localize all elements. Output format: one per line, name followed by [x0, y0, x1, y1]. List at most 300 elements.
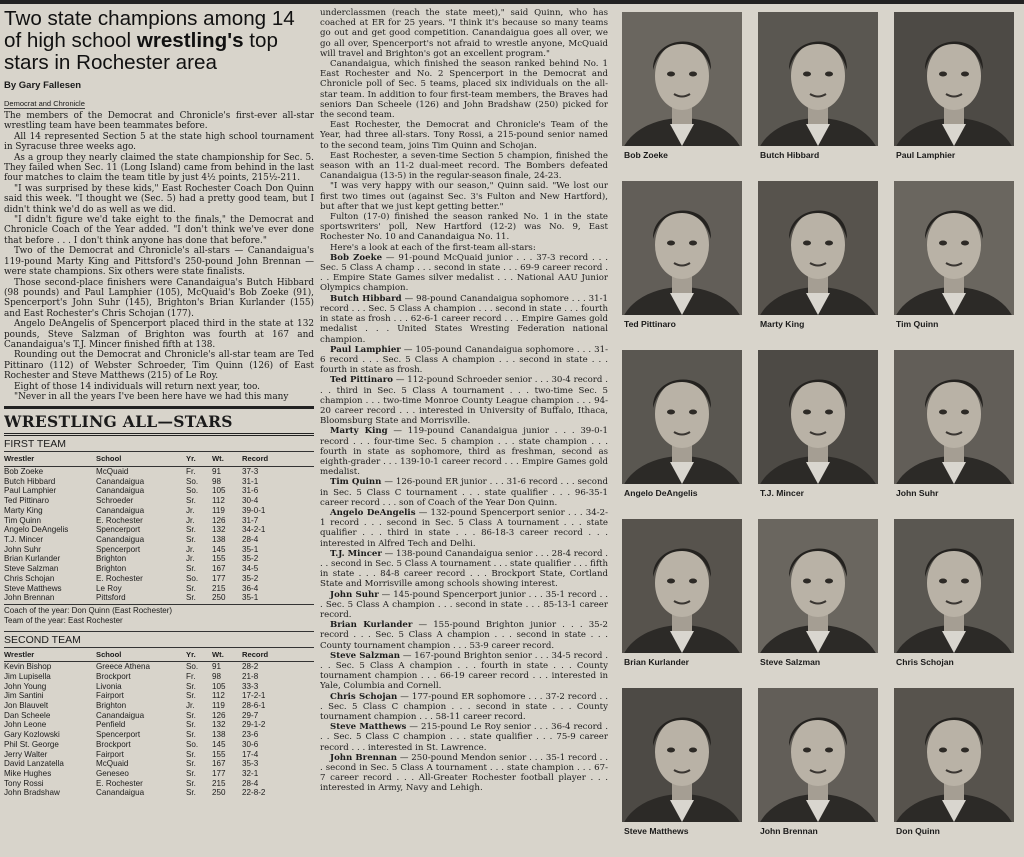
- table-cell: 29-1-2: [242, 720, 266, 730]
- profile-text: — 215-pound Le Roy senior . . . 36-4 record . . . Sec. 5 Class C champion . . . state qualifier . . . 75-9 career record . . . interested in St. Lawrence.: [320, 722, 608, 753]
- table-cell: Fairport: [96, 691, 124, 701]
- profile-name: Paul Lamphier: [330, 344, 401, 355]
- wrestler-profile: [320, 620, 608, 651]
- table-cell: Sr.: [186, 535, 196, 544]
- table-cell: Sr.: [186, 691, 196, 701]
- table-cell: Geneseo: [96, 768, 129, 778]
- portrait-caption: T.J. Mincer: [760, 488, 804, 498]
- table-cell: Sr.: [186, 583, 196, 593]
- portrait-caption: Bob Zoeke: [624, 150, 668, 160]
- profile-name: Angelo DeAngelis: [330, 507, 416, 518]
- portrait-photo: [894, 519, 1014, 653]
- portrait-caption: Steve Salzman: [760, 657, 821, 667]
- portrait-caption: Steve Matthews: [624, 826, 689, 836]
- table-row: [4, 525, 314, 535]
- table-cell: 126: [212, 710, 226, 720]
- profile-name: Marty King: [330, 426, 388, 437]
- column-header: Record: [242, 452, 314, 466]
- column-header: Wt.: [212, 452, 242, 466]
- table-cell: Sr.: [186, 496, 196, 506]
- portrait-caption: Tim Quinn: [896, 319, 939, 329]
- table-cell: John Brennan: [4, 593, 55, 603]
- column-header: Yr.: [186, 648, 212, 662]
- portrait-cell: [752, 344, 884, 512]
- table-cell: Chris Schojan: [4, 573, 55, 583]
- table-cell: Brian Kurlander: [4, 554, 61, 564]
- table-row: [4, 759, 314, 769]
- table-cell: Tony Rossi: [4, 778, 44, 788]
- table-cell: Spencerport: [96, 525, 141, 535]
- table-cell: 250: [212, 593, 226, 603]
- table-cell: 132: [212, 525, 226, 535]
- table-cell: Steve Salzman: [4, 564, 59, 574]
- table-cell: John Leone: [4, 720, 47, 730]
- table-cell: Sr.: [186, 564, 196, 574]
- first-team-table: [4, 452, 314, 603]
- portrait-caption: Butch Hibbard: [760, 150, 820, 160]
- table-row: [4, 711, 314, 721]
- paragraph: "I was surprised by these kids," East Rochester Coach Don Quinn said this week. "I thought we (Sec. 5) had a pretty good team, but I didn't think we'd do as well as we did.: [4, 183, 314, 215]
- table-cell: Livonia: [96, 681, 122, 691]
- table-cell: So.: [186, 573, 199, 583]
- table-cell: Jerry Walter: [4, 749, 48, 759]
- table-cell: 91: [212, 467, 222, 477]
- table-cell: Mike Hughes: [4, 768, 52, 778]
- wrestler-profile: [320, 549, 608, 590]
- column-header: Record: [242, 648, 314, 662]
- paragraph: All 14 represented Section 5 at the state high school tournament in Syracuse three weeks ago.: [4, 131, 314, 153]
- table-cell: Ted Pittinaro: [4, 496, 49, 506]
- table-cell: Jr.: [186, 515, 195, 525]
- table-cell: Jr.: [186, 505, 195, 515]
- table-cell: 155: [212, 749, 226, 759]
- profile-name: John Brennan: [330, 752, 397, 763]
- table-row: [4, 672, 314, 682]
- column-header: School: [96, 648, 186, 662]
- table-row: [4, 740, 314, 750]
- table-row: [4, 730, 314, 740]
- wrestler-profile: [320, 651, 608, 692]
- table-cell: Le Roy: [96, 583, 122, 593]
- profile-text: — 138-pound Canandaigua senior . . . 28-4 record . . . second in Sec. 5 Class A tournament . . . state qualifier . . . fifth in state . . . 84-8 career record . . . Brockport State, Cortland State and Morrisville among schools showing interest.: [320, 548, 608, 590]
- headline-text: Two state champions among 14 of high school: [4, 8, 295, 52]
- table-cell: 250: [212, 788, 226, 798]
- paragraph: The members of the Democrat and Chronicle's first-ever all-star wrestling team have been teammates before.: [4, 111, 314, 132]
- portrait-caption: John Brennan: [760, 826, 818, 836]
- table-cell: 138: [212, 535, 226, 544]
- table-cell: Canandaigua: [96, 476, 145, 486]
- table-cell: 36-4: [242, 583, 259, 593]
- table-cell: 112: [212, 496, 225, 506]
- table-row: [4, 593, 314, 603]
- table-row: [4, 535, 314, 545]
- portrait-photo: [622, 519, 742, 653]
- table-cell: Brighton: [96, 701, 127, 711]
- table-cell: 28-4: [242, 535, 259, 544]
- article-column-1: [4, 8, 314, 853]
- table-cell: 98: [212, 671, 222, 681]
- table-cell: 138: [212, 730, 226, 740]
- table-cell: 22-8-2: [242, 788, 266, 798]
- wrestler-profile: [320, 753, 608, 794]
- article-column-2: [320, 8, 608, 853]
- table-cell: John Suhr: [4, 544, 41, 554]
- paragraph: Those second-place finishers were Canandaigua's Butch Hibbard (98 pounds) and Paul Lamphier (105), McQuaid's Bob Zoeke (91), Spencerport's John Suhr (145), Brighton's Brian Kurlander (155) and East Rochester's Chris Schojan (177).: [4, 277, 314, 319]
- table-cell: Penfield: [96, 720, 126, 730]
- table-cell: 155: [212, 554, 226, 564]
- paragraph: Fulton (17-0) finished the season ranked No. 1 in the state sportswriters' poll, New Hartford (12-2) was No. 9, East Rochester No. 10 and Canandaigua No. 11.: [320, 212, 608, 243]
- table-cell: Canandaigua: [96, 710, 145, 720]
- byline: By Gary Fallesen: [4, 80, 82, 91]
- table-cell: 17-2-1: [242, 691, 266, 701]
- profile-text: — 145-pound Spencerport junior . . . 35-1 record . . . Sec. 5 Class A champion . . . second in state . . . 85-13-1 career record.: [320, 589, 608, 620]
- column-header: School: [96, 452, 186, 466]
- table-cell: 34-5: [242, 564, 259, 574]
- table-cell: 145: [212, 739, 226, 749]
- top-rule: [0, 0, 1024, 4]
- table-cell: Jr.: [186, 544, 195, 554]
- profile-text: — 177-pound ER sophomore . . . 37-2 record . . . Sec. 5 Class C champion . . . second in state . . . County tournament champion . . . 58-11 career record.: [320, 691, 608, 723]
- profile-name: Brian Kurlander: [330, 620, 413, 631]
- paragraph: Eight of those 14 individuals will return next year, too.: [14, 381, 260, 392]
- table-cell: 21-8: [242, 671, 259, 681]
- photo-grid: [616, 6, 1022, 854]
- profile-text: — 155-pound Brighton junior . . . 35-2 record . . . Sec. 5 Class A champion . . . second in state . . . County tournament champion . . . 53-9 career record.: [320, 620, 608, 651]
- table-cell: Brockport: [96, 739, 131, 749]
- table-cell: 29-7: [242, 710, 259, 720]
- table-cell: 37-3: [242, 467, 259, 477]
- profile-name: Steve Matthews: [330, 722, 407, 733]
- table-cell: Steve Matthews: [4, 583, 62, 593]
- portrait-cell: [752, 513, 884, 681]
- portrait-caption: Angelo DeAngelis: [624, 488, 698, 498]
- table-row: [4, 662, 314, 672]
- portrait-cell: [616, 344, 748, 512]
- table-cell: So.: [186, 662, 199, 672]
- table-row: [4, 467, 314, 477]
- portrait-cell: [752, 175, 884, 343]
- table-cell: Sr.: [186, 710, 196, 720]
- profile-text: — 250-pound Mendon senior . . . 35-1 record . . . second in Sec. 5 Class A tournament . . . state champion . . . 67-7 career record . . . All-Greater Rochester football player . . . interested in Army, Navy and Lehigh.: [320, 752, 608, 794]
- profile-name: Butch Hibbard: [330, 293, 402, 304]
- paragraph: Here's a look at each of the first-team all-stars:: [330, 242, 536, 253]
- table-cell: 17-4: [242, 749, 259, 759]
- table-cell: Paul Lamphier: [4, 486, 57, 496]
- table-cell: Kevin Bishop: [4, 662, 52, 672]
- column-header: Wt.: [212, 648, 242, 662]
- paragraph: As a group they nearly claimed the state championship for Sec. 5. They failed when Sec. 11 (Long Island) came from behind in the last four matches to claim the team title by just 4½ points, 215½-211.: [4, 152, 314, 184]
- profile-text: — 91-pound McQuaid junior . . . 37-3 record . . . Sec. 5 Class A champ . . . second in state . . . 69-9 career record . . . Empire State Games silver medalist . . . National AAU Junior Olympics champion.: [320, 252, 608, 294]
- table-row: [4, 477, 314, 487]
- portrait-cell: [616, 513, 748, 681]
- table-cell: 145: [212, 544, 226, 554]
- byline-credit: Democrat and Chronicle: [4, 99, 85, 108]
- paragraph: "I didn't figure we'd take eight to the finals," the Democrat and Chronicle Coach of the Year added. "I don't think we've ever done that before . . . I don't think anyone has done that before.": [4, 215, 314, 246]
- paragraph: "I was very happy with our season," Quinn said. "We lost our first two times out (against Sec. 3's Fulton and New Hartford), but after that we just kept getting better.": [320, 181, 608, 212]
- profile-text: — 119-pound Canandaigua junior . . . 39-0-1 record . . . four-time Sec. 5 champion . . . state champion . . . fourth in state as sophomore, third as freshman, second as eighth-grader . . . 139-10-1 career record . . . Empire Games gold medalist.: [320, 426, 608, 478]
- portrait-caption: Chris Schojan: [896, 657, 954, 667]
- headline: [4, 8, 314, 74]
- profile-text: — 98-pound Canandaigua sophomore . . . 31-1 record . . . Sec. 5 Class A champion . . . second in state . . . fourth in state as frosh . . . 62-6-1 career record . . . Empire Games gold medalist . . . United States Wresting Federation national champion.: [320, 293, 608, 345]
- profile-text: — 167-pound Brighton senior . . . 34-5 record . . . Sec. 5 Class A champion . . . fourth in state . . . County tournament champion . . . 66-19 career record . . . interested in Yale, Columbia and Cornell.: [320, 650, 608, 692]
- table-row: [4, 720, 314, 730]
- wrestler-profile: [320, 294, 608, 345]
- paragraph: Rounding out the Democrat and Chronicle's all-star team are Ted Pittinaro (112) of Webster Schroeder, Tim Quinn (126) of East Rochester and Steve Matthews (215) of Le Roy.: [4, 350, 314, 382]
- table-cell: Angelo DeAngelis: [4, 525, 69, 535]
- table-cell: McQuaid: [96, 467, 129, 477]
- paragraph: Canandaigua, which finished the season ranked behind No. 1 East Rochester and No. 2 Spencerport in the Democrat and Chronicle poll of Sec. 5 teams, placed six individuals on the all-star team. In addition to four first-team members, the Braves had seniors Dan Scheele (126) and John Bradshaw (250) picked for the second team.: [320, 59, 608, 121]
- portrait-photo: [894, 181, 1014, 315]
- profile-text: — 105-pound Canandaigua sophomore . . . 31-6 record . . . Sec. 5 Class A champion . . . second in state . . . fourth in state as frosh.: [320, 344, 608, 376]
- table-cell: 167: [212, 564, 226, 574]
- profile-name: Chris Schojan: [330, 691, 398, 702]
- table-cell: 35-1: [242, 544, 259, 554]
- table-cell: Gary Kozlowski: [4, 730, 60, 740]
- table-cell: Sr.: [186, 681, 196, 691]
- portrait-cell: [752, 6, 884, 174]
- table-cell: Fairport: [96, 749, 124, 759]
- table-cell: Canandaigua: [96, 486, 145, 496]
- table-cell: So.: [186, 486, 199, 496]
- portrait-photo: [622, 350, 742, 484]
- table-row: [4, 750, 314, 760]
- table-cell: 35-1: [242, 593, 259, 603]
- table-cell: T.J. Mincer: [4, 535, 44, 544]
- portrait-cell: [888, 682, 1020, 850]
- table-cell: Fr.: [186, 671, 196, 681]
- table-row: [4, 584, 314, 594]
- table-cell: Phil St. George: [4, 739, 59, 749]
- wrestler-profile: [320, 508, 608, 549]
- table-cell: 28-6-1: [242, 701, 266, 711]
- table-cell: 28-4: [242, 778, 259, 788]
- table-cell: Spencerport: [96, 544, 141, 554]
- table-cell: Marty King: [4, 505, 43, 515]
- paragraph: East Rochester, a seven-time Section 5 champion, finished the season with an 11-2 dual-meet record. The Bombers defeated Canandaigua (13-5) in the regular-season finale, 24-23.: [320, 150, 608, 182]
- table-row: [4, 691, 314, 701]
- portrait-caption: Ted Pittinaro: [624, 319, 676, 329]
- table-cell: Canandaigua: [96, 788, 145, 798]
- coach-of-year: Coach of the year: Don Quinn (East Rochester): [4, 604, 314, 616]
- table-cell: 215: [212, 583, 226, 593]
- table-cell: 91: [212, 662, 222, 672]
- portrait-photo: [894, 350, 1014, 484]
- profile-text: — 126-pound ER junior . . . 31-6 record . . . second in Sec. 5 Class C tournament . . . state qualifier . . . 96-35-1 career record . . . son of Coach of the Year Don Quinn.: [320, 477, 608, 508]
- portrait-cell: [752, 682, 884, 850]
- table-cell: John Young: [4, 681, 47, 691]
- wrestler-profile: [320, 590, 608, 621]
- table-cell: Sr.: [186, 788, 196, 798]
- table-row: [4, 779, 314, 789]
- table-cell: 105: [212, 681, 226, 691]
- table-cell: John Bradshaw: [4, 788, 60, 798]
- table-row: [4, 682, 314, 692]
- table-cell: E. Rochester: [96, 515, 143, 525]
- table-row: [4, 554, 314, 564]
- portrait-photo: [758, 688, 878, 822]
- table-row: [4, 574, 314, 584]
- team-of-year: Team of the year: East Rochester: [4, 615, 123, 625]
- portrait-caption: Brian Kurlander: [624, 657, 689, 667]
- table-row: [4, 496, 314, 506]
- table-cell: Schroeder: [96, 496, 134, 506]
- table-cell: 31-1: [242, 476, 259, 486]
- portrait-caption: Paul Lamphier: [896, 150, 956, 160]
- headline-bold: wrestling's: [136, 29, 244, 52]
- paragraph: underclassmen (reach the state meet)," said Quinn, who has coached at ER for 25 years. "I think it's because so many teams go out and get good competition. Canandaigua goes all over, we go all over, Spencerport's not afraid to wrestle anyone, McQuaid will travel and Brighton's got an excellent program.": [320, 8, 608, 59]
- column-header: Wrestler: [4, 648, 96, 662]
- wrestler-profile: [320, 375, 608, 426]
- table-cell: Sr.: [186, 525, 196, 535]
- table-row: [4, 516, 314, 526]
- wrestler-profile: [320, 253, 608, 294]
- table-cell: Spencerport: [96, 730, 141, 740]
- table-cell: Canandaigua: [96, 505, 145, 515]
- table-cell: Sr.: [186, 749, 196, 759]
- table-cell: Tim Quinn: [4, 515, 42, 525]
- table-cell: So.: [186, 739, 199, 749]
- portrait-photo: [622, 181, 742, 315]
- table-cell: 23-6: [242, 730, 259, 740]
- table-cell: Pittsford: [96, 593, 126, 603]
- table-row: [4, 788, 314, 798]
- portrait-cell: [616, 6, 748, 174]
- table-cell: 119: [212, 505, 225, 515]
- table-cell: 215: [212, 778, 226, 788]
- article-body-col2: [320, 8, 608, 794]
- profile-name: Ted Pittinaro: [330, 375, 393, 386]
- portrait-photo: [622, 12, 742, 146]
- first-team-label: FIRST TEAM: [4, 438, 314, 452]
- roster-box: [4, 406, 314, 798]
- table-cell: 177: [212, 768, 226, 778]
- wrestler-profile: [320, 692, 608, 723]
- table-cell: Brighton: [96, 564, 127, 574]
- portrait-photo: [758, 350, 878, 484]
- table-cell: Fr.: [186, 467, 196, 477]
- portrait-photo: [758, 181, 878, 315]
- table-cell: Butch Hibbard: [4, 476, 56, 486]
- wrestler-profile: [320, 426, 608, 477]
- table-cell: 28-2: [242, 662, 259, 672]
- table-cell: McQuaid: [96, 759, 129, 769]
- table-cell: David Lanzatella: [4, 759, 64, 769]
- table-cell: 35-3: [242, 759, 259, 769]
- table-row: [4, 545, 314, 555]
- portrait-cell: [888, 513, 1020, 681]
- table-cell: 30-4: [242, 496, 259, 506]
- table-cell: 35-2: [242, 554, 259, 564]
- paragraph: Angelo DeAngelis of Spencerport placed third in the state at 132 pounds, Steve Salzman of Brighton was fourth at 167 and Canandaigua's T.J. Mincer finished fifth at 138.: [4, 319, 314, 350]
- table-cell: E. Rochester: [96, 573, 143, 583]
- table-cell: Sr.: [186, 778, 196, 788]
- wrestler-profile: [320, 722, 608, 753]
- table-cell: Canandaigua: [96, 535, 145, 544]
- table-cell: 31-7: [242, 515, 259, 525]
- profile-name: Tim Quinn: [330, 477, 382, 488]
- table-cell: 34-2-1: [242, 525, 266, 535]
- profile-text: — 132-pound Spencerport senior . . . 34-2-1 record . . . second in Sec. 5 Class A tournament . . . state qualifier . . . third in state . . . 86-18-3 career record . . . interested in Alfred Tech and Delhi.: [320, 507, 608, 549]
- portrait-photo: [758, 519, 878, 653]
- table-cell: Sr.: [186, 768, 196, 778]
- table-cell: 32-1: [242, 768, 259, 778]
- table-row: [4, 506, 314, 516]
- table-cell: Sr.: [186, 730, 196, 740]
- table-row: [4, 701, 314, 711]
- table-row: [4, 564, 314, 574]
- portrait-cell: [888, 6, 1020, 174]
- portrait-photo: [894, 12, 1014, 146]
- wrestler-profile: [320, 345, 608, 376]
- table-cell: 30-6: [242, 739, 259, 749]
- portrait-photo: [758, 12, 878, 146]
- table-cell: 35-2: [242, 573, 259, 583]
- table-cell: Jr.: [186, 701, 195, 711]
- table-cell: 119: [212, 701, 225, 711]
- roster-title: WRESTLING ALL—STARS: [4, 412, 314, 436]
- table-cell: E. Rochester: [96, 778, 143, 788]
- table-cell: 132: [212, 720, 226, 730]
- table-cell: Bob Zoeke: [4, 467, 44, 477]
- table-cell: So.: [186, 476, 199, 486]
- profile-name: Steve Salzman: [330, 650, 401, 661]
- second-team-table: [4, 648, 314, 799]
- table-cell: 177: [212, 573, 226, 583]
- table-cell: Jr.: [186, 554, 195, 564]
- table-cell: 112: [212, 691, 225, 701]
- portrait-caption: Marty King: [760, 319, 805, 329]
- column-header: Wrestler: [4, 452, 96, 466]
- table-cell: Jim Lupisella: [4, 671, 51, 681]
- table-cell: 105: [212, 486, 226, 496]
- table-cell: Brighton: [96, 554, 127, 564]
- table-cell: 98: [212, 476, 222, 486]
- table-cell: 31-6: [242, 486, 259, 496]
- table-cell: Jim Santini: [4, 691, 44, 701]
- article-body-col1: [4, 111, 314, 402]
- table-cell: Sr.: [186, 720, 196, 730]
- portrait-caption: John Suhr: [896, 488, 939, 498]
- table-cell: 167: [212, 759, 226, 769]
- portrait-cell: [888, 344, 1020, 512]
- paragraph: East Rochester, the Democrat and Chronicle's Team of the Year, had three all-stars. Tony Rossi, a 215-pound senior named to the second team, joins Tim Quinn and Schojan.: [320, 120, 608, 151]
- table-cell: 33-3: [242, 681, 259, 691]
- headline-text-end: top stars in Rochester area: [4, 29, 278, 74]
- portrait-caption: Don Quinn: [896, 826, 940, 836]
- second-team-label: SECOND TEAM: [4, 631, 314, 648]
- table-cell: 39-0-1: [242, 505, 266, 515]
- table-cell: Sr.: [186, 593, 196, 603]
- column-header: Yr.: [186, 452, 212, 466]
- table-cell: 126: [212, 515, 226, 525]
- profile-name: T.J. Mincer: [330, 548, 382, 559]
- paragraph: Two of the Democrat and Chronicle's all-stars — Canandaigua's 119-pound Marty King and Pittsford's 250-pound John Brennan — were state champions. Six others were state finalists.: [4, 246, 314, 278]
- table-row: [4, 769, 314, 779]
- table-row: [4, 486, 314, 496]
- profile-text: — 112-pound Schroeder senior . . . 30-4 record . . . third in Sec. 5 Class A tournament . . . two-time Sec. 5 champion . . . two-time Monroe County League champion . . . 94-20 career record . . . interested in University of Buffalo, Ithaca, Bloomsburg State and Morrisville.: [320, 375, 608, 427]
- portrait-photo: [622, 688, 742, 822]
- paragraph: "Never in all the years I've been here have we had this many: [14, 391, 289, 402]
- portrait-cell: [888, 175, 1020, 343]
- portrait-photo: [894, 688, 1014, 822]
- table-cell: Sr.: [186, 759, 196, 769]
- table-cell: Greece Athena: [96, 662, 150, 672]
- table-cell: Dan Scheele: [4, 710, 51, 720]
- portrait-cell: [616, 175, 748, 343]
- table-cell: Jon Blauvelt: [4, 701, 49, 711]
- wrestler-profile: [320, 477, 608, 508]
- profile-name: John Suhr: [330, 589, 379, 600]
